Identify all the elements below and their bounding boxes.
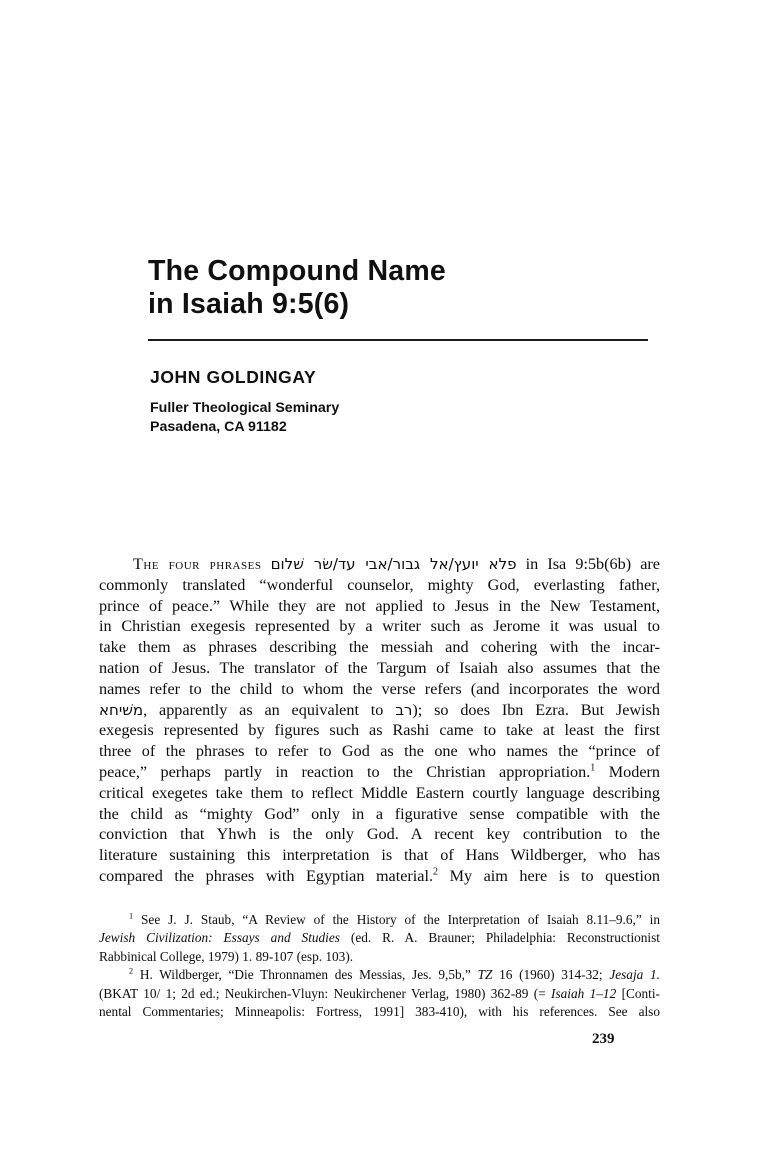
body-line [99,720,660,741]
text-segment: 16 (1960) 314-32; [492,967,610,983]
article-title-line-2: in Isaiah 9:5(6) [148,288,350,320]
footnote-line [99,948,660,966]
hebrew-phrase: משׁיחא [99,700,144,719]
body-line [99,700,660,721]
author-name: JOHN GOLDINGAY [150,367,317,387]
text-segment: commonly translated “wonderful counselor, mighty God, everlasting father, [99,575,660,594]
footnote-marker: 2 [129,966,134,976]
text-segment: Jesaja 1. [609,967,660,983]
text-segment: take them as phrases describing the messiah and cohering with the incar- [99,638,660,657]
article-title-line-1: The Compound Name [148,255,446,287]
text-segment: compared the phrases with Egyptian material. [99,866,434,885]
text-segment: Isaiah 1–12 [551,985,617,1001]
body-line [99,824,660,845]
text-segment: the child as “mighty God” only in a figurative sense compatible with the [99,804,660,823]
text-segment: The four phrases [133,555,262,573]
text-segment: exegesis represented by figures such as Rashi came to take at least the first [99,721,660,740]
text-segment: See J. J. Staub, “A Review of the History of the Interpretation of Isaiah 8.11–9.6,” in [133,912,660,927]
body-line [99,783,660,804]
text-segment: nation of Jesus. The translator of the Targum of Isaiah also assumes that the [99,658,660,677]
text-segment: , apparently as an equivalent to [143,700,396,719]
affiliation-institution: Fuller Theological Seminary [150,400,340,416]
text-segment: prince of peace.” While they are not applied to Jesus in the New Testament, [99,596,660,615]
text-segment: nental Commentaries; Minneapolis: Fortress, 1991] 383-410), with his references. See also [99,1004,660,1020]
text-segment: conviction that Yhwh is the only God. A recent key contribution to the [99,825,660,844]
text-segment: Rabbinical College, 1979) 1. 89-107 (esp. 103). [99,948,354,964]
body-line [99,575,660,596]
text-segment: ); so does Ibn Ezra. But Jewish [412,700,660,719]
text-segment: TZ [477,967,493,983]
text-segment [261,555,270,573]
text-segment: Modern [595,762,660,781]
text-segment: literature sustaining this interpretation is that of Hans Wildberger, who has [99,846,660,865]
text-segment: peace,” perhaps partly in reaction to the Christian appropriation. [99,762,591,781]
body-line [99,866,660,887]
article-body [99,554,660,887]
footnote-line [99,911,660,929]
text-segment: My aim here is to question [438,866,661,885]
hebrew-phrase: פלא יועץ/אל גבור/אבי עד/שׂר שׁלום [270,555,517,573]
text-segment: (ed. R. A. Brauner; Philadelphia: Reconstructionist [339,930,661,946]
body-line [99,741,660,762]
text-segment: names refer to the child to whom the verse refers (and incorporates the word [99,679,660,698]
body-line [99,596,660,617]
hebrew-phrase: רב [395,700,413,719]
footnote-line [99,929,660,947]
text-segment: in Christian exegesis represented by a writer such as Jerome it was usual to [99,617,660,636]
body-line [99,845,660,866]
body-line [99,804,660,825]
article-title [148,255,446,321]
text-segment: (BKAT 10/ 1; 2d ed.; Neukirchen-Vluyn: Neukirchener Verlag, 1980) 362-89 (= [99,985,552,1001]
footnote-line [99,985,660,1003]
body-line [99,762,660,783]
text-segment: critical exegetes take them to reflect Middle Eastern courtly language describing [99,783,660,802]
text-segment: H. Wildberger, “Die Thronnamen des Messias, Jes. 9,5b,” [133,967,478,983]
text-segment: Jewish Civilization: Essays and Studies [99,930,340,946]
footnote-line [99,966,660,984]
footnote-marker: 2 [433,866,439,878]
author-affiliation [150,399,339,436]
body-line [99,637,660,658]
text-segment: [Conti- [616,985,660,1001]
body-line [99,679,660,700]
body-line [99,658,660,679]
affiliation-location: Pasadena, CA 91182 [150,418,287,435]
body-line [99,554,660,575]
page-number: 239 [592,1031,615,1047]
title-rule [148,339,648,341]
footnote-marker: 1 [129,911,134,921]
footnotes-block [99,911,660,1021]
footnote-line [99,1003,660,1021]
text-segment: in Isa 9:5b(6b) are [516,555,660,573]
body-line [99,616,660,637]
text-segment: three of the phrases to refer to God as the one who names the “prince of [99,742,660,761]
footnote-marker: 1 [590,762,596,774]
